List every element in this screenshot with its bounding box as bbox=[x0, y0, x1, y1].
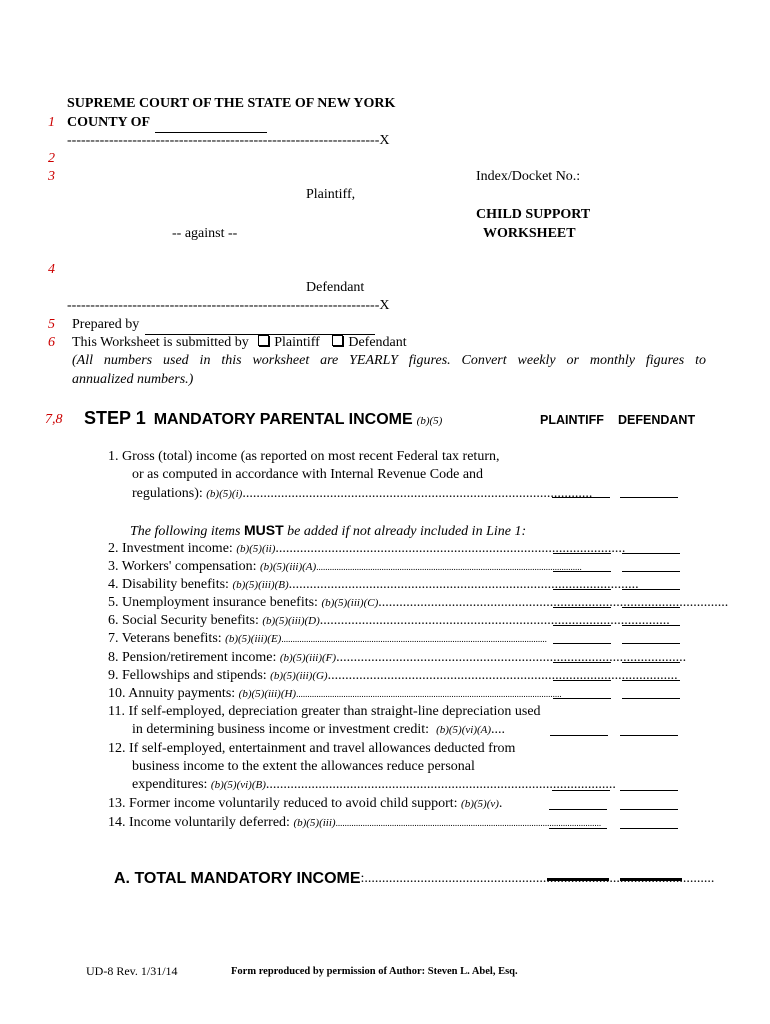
line6-row: 6. Social Security benefits: (b)(5)(iii)(D) .................................................................................................... bbox=[108, 613, 670, 628]
court-name: SUPREME COURT OF THE STATE OF NEW YORK bbox=[67, 96, 396, 111]
total-plaintiff-field[interactable] bbox=[547, 878, 609, 881]
margin-number-4: 4 bbox=[48, 262, 55, 277]
line11-defendant-field[interactable] bbox=[620, 735, 678, 736]
line3-defendant-field[interactable] bbox=[622, 571, 680, 572]
line10-ref: (b)(5)(iii)(H) bbox=[238, 688, 297, 700]
line3-ref: (b)(5)(iii)(A) bbox=[260, 561, 317, 573]
line8-label: 8. Pension/retirement income: bbox=[108, 650, 277, 665]
margin-number-7-8: 7,8 bbox=[45, 412, 63, 427]
defendant-label: Defendant bbox=[306, 280, 365, 295]
line11-row: in determining business income or investment credit: (b)(5)(vi)(A) .... bbox=[132, 722, 506, 737]
line6-plaintiff-field[interactable] bbox=[553, 625, 611, 626]
worksheet-title-line2: WORKSHEET bbox=[483, 226, 576, 241]
line12-text3: expenditures: bbox=[132, 777, 208, 792]
line2-row: 2. Investment income: (b)(5)(ii) .................................................................................................... bbox=[108, 541, 626, 556]
line2-ref: (b)(5)(ii) bbox=[236, 543, 276, 555]
total-mandatory-label: A. TOTAL MANDATORY INCOME bbox=[114, 870, 361, 887]
line1-text1: 1. Gross (total) income (as reported on most recent Federal tax return, bbox=[108, 449, 500, 464]
line2-defendant-field[interactable] bbox=[622, 553, 680, 554]
submitted-by-line bbox=[72, 334, 407, 352]
line7-row: 7. Veterans benefits: (b)(5)(iii)(E) ...................................................................................................................... bbox=[108, 631, 547, 646]
against-label: -- against -- bbox=[172, 226, 238, 241]
line9-row: 9. Fellowships and stipends: (b)(5)(iii)(G) .................................................................................................... bbox=[108, 668, 678, 683]
line3-row: 3. Workers' compensation: (b)(5)(iii)(A) ...................................................................................................................... bbox=[108, 559, 582, 574]
step1-heading bbox=[84, 406, 442, 433]
form-id: UD-8 Rev. 1/31/14 bbox=[86, 964, 178, 978]
margin-number-2: 2 bbox=[48, 151, 55, 166]
line1-defendant-field[interactable] bbox=[620, 497, 678, 498]
line7-plaintiff-field[interactable] bbox=[553, 643, 611, 644]
county-field[interactable] bbox=[155, 114, 267, 133]
line1-plaintiff-field[interactable] bbox=[552, 497, 610, 498]
line9-defendant-field[interactable] bbox=[622, 680, 680, 681]
line12-row: expenditures: (b)(5)(vi)(B) .................................................................................................... bbox=[132, 777, 616, 792]
line1-row: regulations): (b)(5)(i) .................................................................................................... bbox=[132, 486, 593, 501]
line6-ref: (b)(5)(iii)(D) bbox=[262, 615, 320, 627]
caption-divider-top: -------------------------------------------------------------------X bbox=[67, 133, 390, 148]
line1-text3: regulations): bbox=[132, 486, 203, 501]
line8-plaintiff-field[interactable] bbox=[553, 662, 611, 663]
line10-label: 10. Annuity payments: bbox=[108, 686, 236, 701]
line4-ref: (b)(5)(iii)(B) bbox=[232, 579, 289, 591]
plaintiff-label: Plaintiff, bbox=[306, 187, 356, 202]
line12-text2: business income to the extent the allowances reduce personal bbox=[132, 759, 475, 774]
line14-defendant-field[interactable] bbox=[620, 828, 678, 829]
line10-defendant-field[interactable] bbox=[622, 698, 680, 699]
county-label: COUNTY OF bbox=[67, 115, 150, 130]
caption-divider-bottom: -------------------------------------------------------------------X bbox=[67, 298, 390, 313]
line13-row: 13. Former income voluntarily reduced to avoid child support: (b)(5)(v). bbox=[108, 796, 503, 811]
line8-row: 8. Pension/retirement income: (b)(5)(iii)(F) .................................................................................................... bbox=[108, 650, 687, 665]
margin-number-3: 3 bbox=[48, 169, 55, 184]
line4-defendant-field[interactable] bbox=[622, 589, 680, 590]
line9-label: 9. Fellowships and stipends: bbox=[108, 668, 267, 683]
line14-ref: (b)(5)(iii) bbox=[293, 817, 336, 829]
column-header-defendant: DEFENDANT bbox=[618, 413, 696, 427]
line5-ref: (b)(5)(iii)(C) bbox=[321, 597, 379, 609]
step1-title: MANDATORY PARENTAL INCOME bbox=[153, 411, 413, 428]
total-mandatory-row: A. TOTAL MANDATORY INCOME : .................................................................................................... bbox=[114, 868, 540, 890]
line4-label: 4. Disability benefits: bbox=[108, 577, 229, 592]
line13-ref: (b)(5)(v) bbox=[461, 798, 499, 810]
line11-text1: 11. If self-employed, depreciation greater than straight-line depreciation used bbox=[108, 704, 541, 719]
line6-label: 6. Social Security benefits: bbox=[108, 613, 259, 628]
line5-defendant-field[interactable] bbox=[622, 607, 680, 608]
index-docket-label: Index/Docket No.: bbox=[476, 169, 581, 184]
step1-number: STEP 1 bbox=[84, 408, 146, 428]
must-add-note bbox=[130, 521, 526, 541]
line11-ref: (b)(5)(vi)(A) bbox=[436, 724, 492, 736]
must-note-pre: The following items bbox=[130, 524, 241, 539]
line12-text1: 12. If self-employed, entertainment and travel allowances deducted from bbox=[108, 741, 516, 756]
line9-plaintiff-field[interactable] bbox=[553, 680, 611, 681]
line3-label: 3. Workers' compensation: bbox=[108, 559, 257, 574]
yearly-note-line2: annualized numbers.) bbox=[72, 372, 194, 387]
total-defendant-field[interactable] bbox=[620, 878, 682, 881]
line12-ref: (b)(5)(vi)(B) bbox=[210, 779, 266, 791]
line10-plaintiff-field[interactable] bbox=[553, 698, 611, 699]
line12-defendant-field[interactable] bbox=[620, 790, 678, 791]
line12-plaintiff-field[interactable] bbox=[552, 790, 610, 791]
line5-row: 5. Unemployment insurance benefits: (b)(5)(iii)(C) .................................................................................................... bbox=[108, 595, 729, 610]
worksheet-title-line1: CHILD SUPPORT bbox=[476, 207, 591, 222]
line2-plaintiff-field[interactable] bbox=[553, 553, 611, 554]
line14-label: 14. Income voluntarily deferred: bbox=[108, 815, 290, 830]
defendant-option-label: Defendant bbox=[348, 335, 407, 350]
must-note-post: be added if not already included in Line 1: bbox=[287, 524, 527, 539]
line2-label: 2. Investment income: bbox=[108, 541, 233, 556]
line13-defendant-field[interactable] bbox=[620, 809, 678, 810]
line7-label: 7. Veterans benefits: bbox=[108, 631, 222, 646]
line11-plaintiff-field[interactable] bbox=[550, 735, 608, 736]
prepared-by-field[interactable] bbox=[145, 316, 375, 335]
line1-text2: or as computed in accordance with Internal Revenue Code and bbox=[132, 467, 484, 482]
line6-defendant-field[interactable] bbox=[622, 625, 680, 626]
county-line bbox=[67, 114, 267, 133]
margin-number-1: 1 bbox=[48, 115, 55, 130]
column-header-plaintiff: PLAINTIFF bbox=[540, 413, 604, 427]
line4-row: 4. Disability benefits: (b)(5)(iii)(B) .................................................................................................... bbox=[108, 577, 639, 592]
step1-ref: (b)(5) bbox=[416, 415, 443, 427]
yearly-note-line1: (All numbers used in this worksheet are YEARLY figures. Convert weekly or monthly figures to bbox=[72, 353, 706, 368]
prepared-by-label: Prepared by bbox=[72, 317, 140, 332]
plaintiff-option-label: Plaintiff bbox=[274, 335, 320, 350]
total-colon: : bbox=[360, 871, 365, 886]
margin-number-5: 5 bbox=[48, 317, 55, 332]
line14-row: 14. Income voluntarily deferred: (b)(5)(iii) ...................................................................................................................... bbox=[108, 815, 602, 830]
permission-note: Form reproduced by permission of Author: Steven L. Abel, Esq. bbox=[231, 966, 518, 977]
line13-label: 13. Former income voluntarily reduced to avoid child support: bbox=[108, 796, 458, 811]
margin-number-6: 6 bbox=[48, 335, 55, 350]
must-word: MUST bbox=[243, 522, 284, 538]
line8-defendant-field[interactable] bbox=[622, 662, 680, 663]
line1-ref: (b)(5)(i) bbox=[206, 488, 243, 500]
prepared-by-line bbox=[72, 316, 375, 335]
line10-row: 10. Annuity payments: (b)(5)(iii)(H) ...................................................................................................................... bbox=[108, 686, 562, 701]
line4-plaintiff-field[interactable] bbox=[553, 589, 611, 590]
defendant-checkbox[interactable] bbox=[332, 335, 343, 346]
line9-ref: (b)(5)(iii)(G) bbox=[270, 670, 328, 682]
line8-ref: (b)(5)(iii)(F) bbox=[279, 652, 337, 664]
line3-plaintiff-field[interactable] bbox=[553, 571, 611, 572]
plaintiff-checkbox[interactable] bbox=[258, 335, 269, 346]
line11-text2: in determining business income or investment credit: bbox=[132, 722, 430, 737]
submitted-by-label: This Worksheet is submitted by bbox=[72, 335, 249, 350]
line7-defendant-field[interactable] bbox=[622, 643, 680, 644]
line14-plaintiff-field[interactable] bbox=[549, 828, 607, 829]
line5-label: 5. Unemployment insurance benefits: bbox=[108, 595, 318, 610]
line13-plaintiff-field[interactable] bbox=[549, 809, 607, 810]
line7-ref: (b)(5)(iii)(E) bbox=[225, 633, 282, 645]
line5-plaintiff-field[interactable] bbox=[553, 607, 611, 608]
